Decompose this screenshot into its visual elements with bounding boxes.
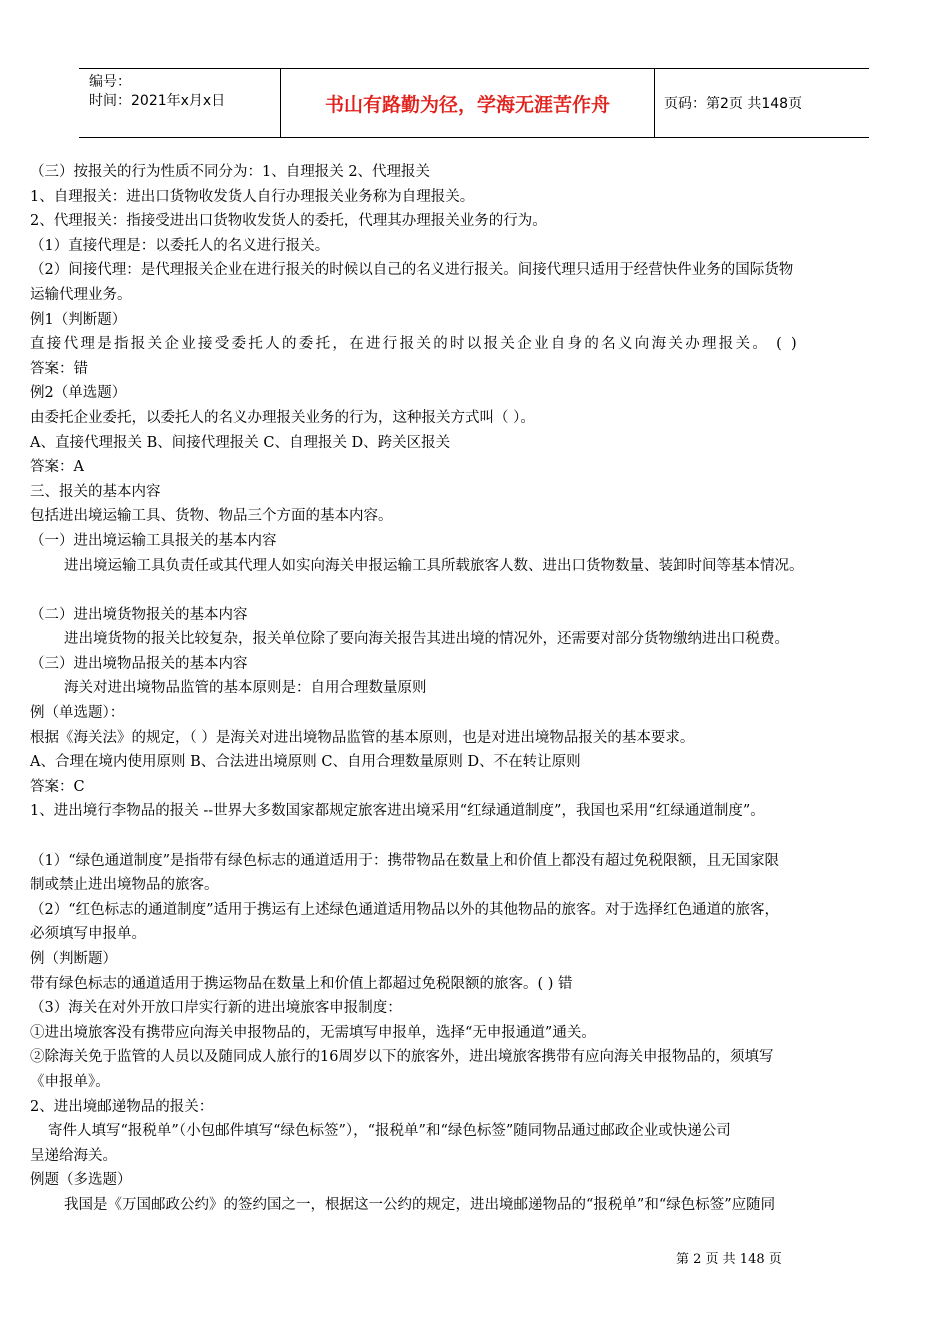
text-line: （三）按报关的行为性质不同分为：1、自理报关 2、代理报关 bbox=[30, 164, 431, 180]
text-line: 1、自理报关：进出口货物收发货人自行办理报关业务称为自理报关。 bbox=[30, 188, 475, 205]
text-line: （3）海关在对外开放口岸实行新的进出境旅客申报制度： bbox=[30, 1000, 402, 1017]
text-line: A、合理在境内使用原则 B、合法进出境原则 C、自用合理数量原则 D、不在转让原则 bbox=[30, 754, 581, 771]
header-page-info: 页码：第2页 共148页 bbox=[664, 96, 803, 112]
header-meta bbox=[79, 69, 281, 137]
text-line: 直接代理是指报关企业接受委托人的委托，在进行报关的时以报关企业自身的名义向海关办理报关。 ( ) bbox=[30, 336, 799, 353]
text-line: 例题（多选题） bbox=[30, 1172, 132, 1189]
text-line: 1、进出境行李物品的报关 --世界大多数国家都规定旅客进出境采用“红绿通道制度”，我国也采用“红绿通道制度”。 bbox=[30, 803, 765, 820]
blank-line bbox=[30, 578, 922, 603]
document-number-label: 编号： bbox=[89, 74, 131, 90]
section-heading: 三、报关的基本内容 bbox=[30, 483, 161, 500]
text-line: 答案：错 bbox=[30, 360, 88, 377]
text-line: 包括进出境运输工具、货物、物品三个方面的基本内容。 bbox=[30, 508, 393, 525]
text-line: 海关对进出境物品监管的基本原则是：自用合理数量原则 bbox=[64, 680, 427, 697]
text-line: 答案：A bbox=[30, 459, 84, 476]
text-line: 《申报单》。 bbox=[30, 1073, 110, 1090]
text-line: 必须填写申报单。 bbox=[30, 926, 146, 943]
text-line: 我国是《万国邮政公约》的签约国之一，根据这一公约的规定，进出境邮递物品的“报税单”和“绿色标签”应随同 bbox=[64, 1196, 776, 1213]
text-line: 带有绿色标志的通道适用于携运物品在数量上和价值上都超过免税限额的旅客。( ) 错 bbox=[30, 975, 573, 992]
text-line: 运输代理业务。 bbox=[30, 286, 132, 303]
text-line: 呈递给海关。 bbox=[30, 1147, 117, 1164]
page-footer: 第 2 页 共 148 页 bbox=[676, 1252, 782, 1267]
subsection-heading: （三）进出境物品报关的基本内容 bbox=[30, 655, 248, 672]
text-line: 进出境货物的报关比较复杂，报关单位除了要向海关报告其进出境的情况外，还需要对部分货物缴纳进出口税费。 bbox=[64, 631, 789, 648]
blank-line bbox=[30, 824, 922, 849]
subsection-heading: （二）进出境货物报关的基本内容 bbox=[30, 606, 248, 623]
text-line: （2）间接代理：是代理报关企业在进行报关的时候以自己的名义进行报关。间接代理只适用于经营快件业务的国际货物 bbox=[30, 262, 794, 279]
text-line: 寄件人填写“报税单”（小包邮件填写“绿色标签”），“报税单”和“绿色标签”随同物品通过邮政企业或快递公司 bbox=[48, 1123, 731, 1140]
document-body bbox=[30, 160, 922, 1218]
text-line: 根据《海关法》的规定，（ ）是海关对进出境物品监管的基本原则，也是对进出境物品报关的基本要求。 bbox=[30, 729, 695, 746]
text-line: 2、进出境邮递物品的报关： bbox=[30, 1098, 214, 1115]
text-line: 例2（单选题） bbox=[30, 385, 127, 402]
text-line: 例（单选题）： bbox=[30, 705, 125, 722]
text-line: 答案：C bbox=[30, 778, 85, 795]
text-line: （1）“绿色通道制度”是指带有绿色标志的通道适用于：携带物品在数量上和价值上都没有超过免税限额，且无国家限 bbox=[30, 852, 780, 869]
text-line: ②除海关免于监管的人员以及随同成人旅行的16周岁以下的旅客外，进出境旅客携带有应向海关申报物品的，须填写 bbox=[30, 1049, 774, 1066]
text-line: 进出境运输工具负责任或其代理人如实向海关申报运输工具所载旅客人数、进出口货物数量、装卸时间等基本情况。 bbox=[64, 557, 804, 574]
text-line: 由委托企业委托，以委托人的名义办理报关业务的行为，这种报关方式叫（ ）。 bbox=[30, 409, 535, 426]
text-line: （1）直接代理是：以委托人的名义进行报关。 bbox=[30, 237, 330, 254]
text-line: 制或禁止进出境物品的旅客。 bbox=[30, 877, 219, 894]
subsection-heading: （一）进出境运输工具报关的基本内容 bbox=[30, 532, 277, 549]
text-line: A、直接代理报关 B、间接代理报关 C、自理报关 D、跨关区报关 bbox=[30, 434, 451, 451]
header-motto: 书山有路勤为径，学海无涯苦作舟 bbox=[281, 69, 655, 137]
text-line: 例（判断题） bbox=[30, 951, 117, 967]
document-time: 时间：2021年x月x日 bbox=[89, 93, 226, 109]
text-line: 例1（判断题） bbox=[30, 311, 127, 328]
text-line: 2、代理报关：指接受进出口货物收发货人的委托，代理其办理报关业务的行为。 bbox=[30, 213, 547, 230]
text-line: ①进出境旅客没有携带应向海关申报物品的，无需填写申报单，选择“无申报通道”通关。 bbox=[30, 1024, 596, 1041]
text-line: （2）“红色标志的通道制度”适用于携运有上述绿色通道适用物品以外的其他物品的旅客。对于选择红色通道的旅客， bbox=[30, 901, 780, 918]
page-header bbox=[79, 68, 869, 138]
